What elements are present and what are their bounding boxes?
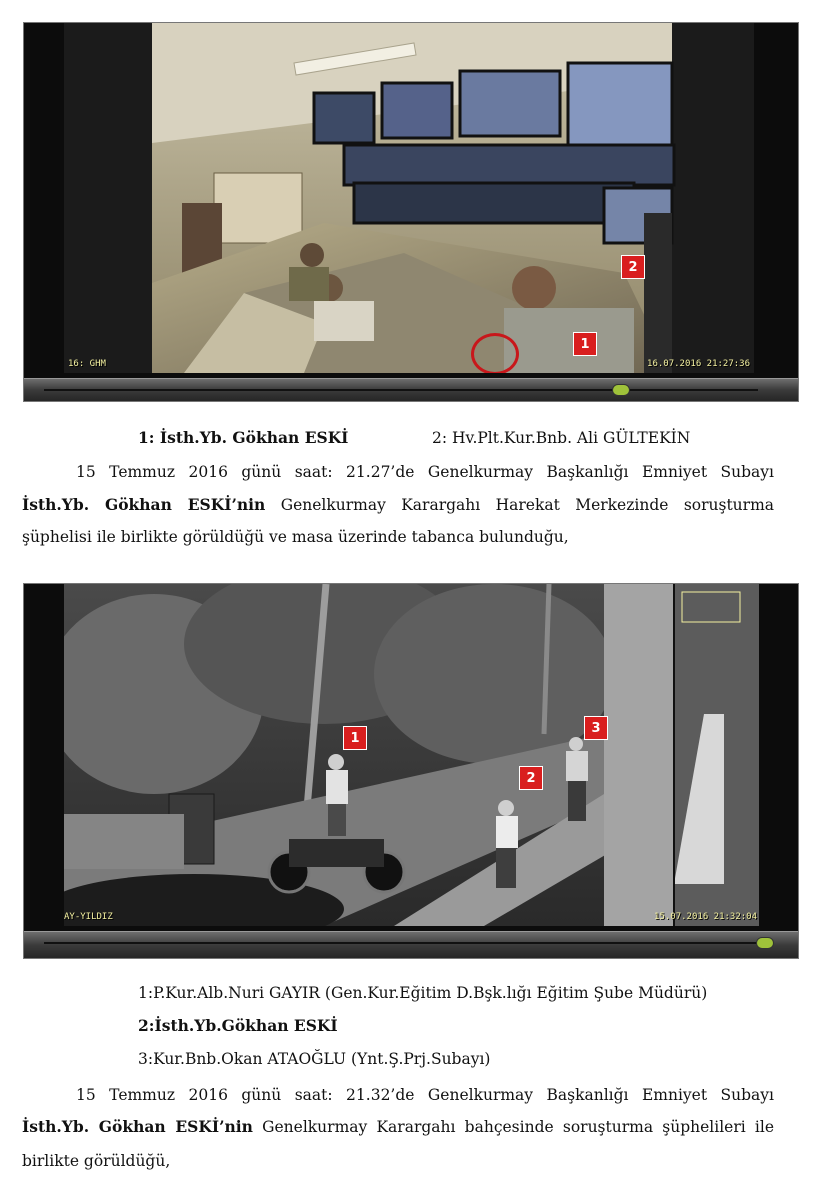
- playback-knob[interactable]: [612, 384, 630, 396]
- caption2-person-3: 3:Kur.Bnb.Okan ATAOĞLU (Ynt.Ş.Prj.Subayı): [138, 1050, 491, 1068]
- cctv-frame-garden: [23, 583, 799, 959]
- marker-2: 2: [519, 766, 543, 790]
- paragraph2-line3: birlikte görüldüğü,: [22, 1152, 171, 1170]
- operations-center-scene: [64, 23, 754, 373]
- paragraph1-line2: [22, 495, 774, 515]
- playback-track[interactable]: [44, 389, 758, 391]
- playback-bar: [24, 931, 798, 958]
- paragraph1-line1: 15 Temmuz 2016 günü saat: 21.27’de Genelkurmay Başkanlığı Emniyet Subayı: [76, 463, 774, 481]
- paragraph2-line2-rest: Genelkurmay Karargahı bahçesinde soruşturma şüphelileri ile: [262, 1118, 774, 1136]
- caption1-person-2: 2: Hv.Plt.Kur.Bnb. Ali GÜLTEKİN: [432, 429, 691, 447]
- playback-knob[interactable]: [756, 937, 774, 949]
- camera-label: 16: GHM: [68, 359, 106, 369]
- paragraph1-line3: şüphelisi ile birlikte görüldüğü ve masa üzerinde tabanca bulunduğu,: [22, 528, 569, 546]
- caption1-person-1: 1: İsth.Yb. Gökhan ESKİ: [138, 428, 349, 447]
- camera-label: AY-YILDIZ: [64, 912, 113, 922]
- cctv-image-operations-center: [64, 23, 754, 373]
- garden-scene: [64, 584, 759, 926]
- marker-2: 2: [621, 255, 645, 279]
- cctv-image-garden: [64, 584, 759, 926]
- timestamp: 15.07.2016 21:32:04: [654, 912, 757, 922]
- caption2-person-2: 2:İsth.Yb.Gökhan ESKİ: [138, 1016, 338, 1035]
- caption2-person-1: 1:P.Kur.Alb.Nuri GAYIR (Gen.Kur.Eğitim D.Bşk.lığı Eğitim Şube Müdürü): [138, 984, 708, 1002]
- paragraph2-line2: [22, 1117, 774, 1137]
- playback-bar: [24, 378, 798, 401]
- paragraph2-name: İsth.Yb. Gökhan ESKİ’nin: [22, 1117, 253, 1136]
- marker-3: 3: [584, 716, 608, 740]
- paragraph2-line1: 15 Temmuz 2016 günü saat: 21.32’de Genelkurmay Başkanlığı Emniyet Subayı: [76, 1086, 774, 1104]
- timestamp: 16.07.2016 21:27:36: [647, 359, 750, 369]
- paragraph1-name: İsth.Yb. Gökhan ESKİ’nin: [22, 495, 266, 514]
- playback-track[interactable]: [44, 942, 758, 944]
- pistol-highlight-circle: [471, 333, 519, 373]
- marker-1: 1: [573, 332, 597, 356]
- marker-1: 1: [343, 726, 367, 750]
- cctv-frame-operations-center: [23, 22, 799, 402]
- paragraph1-line2-rest: Genelkurmay Karargahı Harekat Merkezinde soruşturma: [280, 496, 775, 514]
